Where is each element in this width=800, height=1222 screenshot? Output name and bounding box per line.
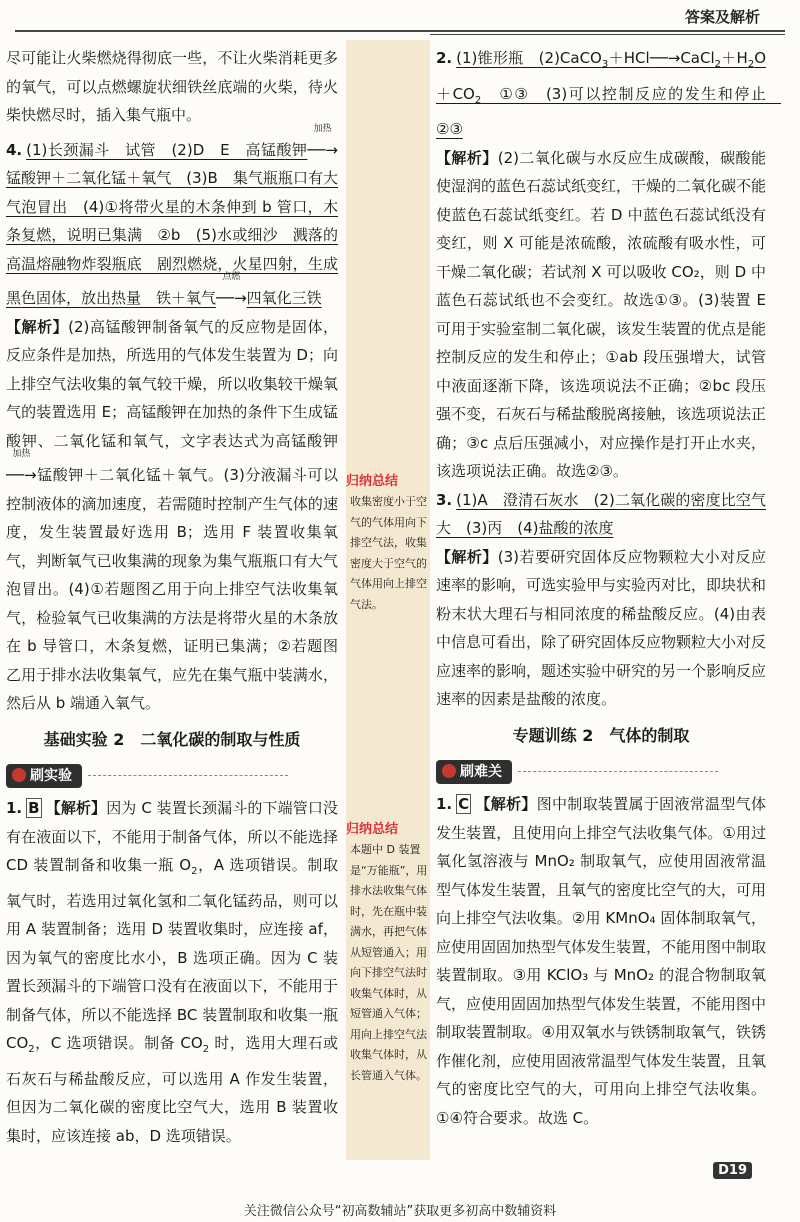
header-title: 答案及解析 [684, 8, 760, 26]
answer-letter: B [28, 799, 40, 817]
subscript: 2 [28, 1044, 35, 1055]
question-4 [6, 123, 338, 313]
reaction-condition: 加热 [12, 449, 31, 459]
reaction-arrow: 点燃 ──→ [216, 272, 247, 307]
section-title: 专题训练 2 气体的制取 [512, 725, 690, 745]
analysis-text: ，C 选项错误。制备 CO [34, 1034, 203, 1052]
practice-badge [6, 764, 82, 788]
question-number: 3. [436, 490, 453, 509]
question-number: 2. [436, 49, 453, 67]
summary-note-head: 归纳总结 [346, 474, 399, 489]
answer-part: 锰酸钾＋二氧化锰＋氧气 (3)B 集气瓶瓶口有大气泡冒出 (4)①将带火星的木条伸到 b 管口，木条复燃，说明已集满 ②b (5)水或细沙 溅落的高温熔融物炸裂瓶底 剧烈燃烧，火星四射，生成黑色固体，放出热量 铁＋氧气 [6, 169, 338, 307]
answer-part: O＋CO [436, 49, 766, 103]
analysis-text: (2)二氧化碳与水反应生成碳酸，碳酸能使湿润的蓝色石蕊试纸变红，干燥的二氧化碳不能使蓝色石蕊试纸变红。若 D 中蓝色石蕊试纸没有变红，则 X 可能是浓硫酸，浓硫酸有吸水性，可干燥二氧化碳；若试剂 X 可以吸收 CO₂，则 D 中蓝色石蕊试纸也不会变红。故选①③。(3)装置 E 可用于实验室制二氧化碳，该发生装置的优点是能控制反应的发生和停止；①ab 段压强增大，试管中液面逐渐下降，该选项说法不正确；②bc 段压强不变，石灰石与稀盐酸脱离接触，该选项说法正确；③c 点后压强减小，对应操作是打开止水夹，该选项说法正确。故选②③。 [436, 148, 767, 480]
section-title: 基础实验 2 二氧化碳的制取与性质 [43, 729, 301, 749]
header-rule [15, 30, 785, 32]
question-number: 1. [436, 795, 453, 813]
badge-label: 刷实验 [30, 768, 72, 784]
summary-note-body: 本题中 D 装置是“万能瓶”，用排水法收集气体时，先在瓶中装满水，再把气体从短管通入；用向下排空气法时收集气体时，从短管通入气体；用向上排空气法收集气体时，从长管通入气体。 [350, 843, 428, 1082]
analysis-text: 因为 C 装置长颈漏斗的下端管口没有在液面以下，不能用于制备气体，所以不能选择 CD 装置制备和收集一瓶 O [6, 799, 338, 874]
answer-text: (1)A 澄清石灰水 (2)二氧化碳的密度比空气大 (3)丙 (4)盐酸的浓度 [436, 490, 766, 537]
analysis-3 [436, 543, 766, 714]
subscript: 2 [474, 94, 482, 106]
subscript: 2 [191, 866, 198, 877]
question-number: 1. [6, 799, 23, 817]
question-1 [6, 794, 338, 1150]
badge-row [6, 760, 338, 794]
summary-note-body: 收集密度小于空气的气体用向下排空气法，收集密度大于空气的气体用向上排空气法。 [350, 495, 427, 611]
analysis-tag: 【解析】 [475, 795, 537, 813]
reaction-condition: 加热 [313, 123, 332, 134]
answer-part: CaCl [680, 49, 715, 67]
analysis-text: 时，选用大理石或石灰石与稀盐酸反应，可以选用 A 作发生装置，但因为二氧化碳的密度比空气大，选用 B 装置收集时，应该连接 ab，D 选项错误。 [6, 1034, 338, 1145]
answer-text [6, 123, 338, 308]
answer-part: (1)长颈漏斗 试管 (2)D E 高锰酸钾 [26, 140, 308, 159]
answer-part: 四氧化三铁 [246, 289, 322, 307]
analysis-text: (3)若要研究固体反应物颗粒大小对反应速率的影响，可选实验甲与实验丙对比，即块状和粉末状大理石与相同浓度的稀盐酸反应。(4)由表中信息可看出，除了研究固体反应物颗粒大小对反应速率的影响，题述实验中研究的另一个影响反应速率的因素是盐酸的浓度。 [436, 547, 767, 708]
answer-part: ①③ (3)可以控制反应的发生和停止 ②③ [436, 84, 782, 138]
badge-icon [442, 764, 456, 778]
intro-paragraph: 尽可能让火柴燃烧得彻底一些，不让火柴消耗更多的氧气，可以点燃螺旋状细铁丝底端的火柴，待火柴快燃尽时，插入集气瓶中。 [6, 49, 338, 124]
question-3 [436, 486, 766, 543]
question-number: 4. [6, 140, 23, 159]
answer-letter: C [458, 795, 470, 813]
challenge-badge [436, 760, 512, 784]
footer-note: 关注微信公众号“初高数辅站”获取更多初高中数辅资料 [243, 1204, 557, 1219]
header-rule-thin [430, 34, 785, 35]
analysis-tag: 【解析】 [436, 148, 498, 167]
badge-row [436, 756, 766, 790]
badge-icon [12, 768, 26, 782]
answer-part: ＋HCl [608, 49, 650, 67]
reaction-arrow: 加热 ──→ [6, 449, 37, 484]
summary-note-head: 归纳总结 [346, 822, 399, 837]
subscript: 2 [202, 1044, 210, 1055]
subscript: 2 [747, 59, 755, 70]
analysis-4 [6, 313, 338, 718]
analysis-text: ，A 选项错误。制取氧气时，若选用过氧化氢和二氧化锰药品，则可以用 A 装置制备；选用 D 装置收集时，应连接 af，因为氧气的密度比水小，B 选项正确。因为 C 装置长颈漏斗的下端管口没有在液面以下，不能用于制备气体，所以不能选择 BC 装置制取和收集一瓶 CO [6, 856, 338, 1052]
reaction-arrow: ──→ [649, 49, 681, 67]
question-2 [436, 44, 782, 144]
analysis-text: 图中制取装置属于固液常温型气体发生装置，且使用向上排空气法收集气体。①用过氧化氢溶液与 MnO₂ 制取氧气，应使用固液常温型气体发生装置，且氧气的密度比空气的大，可用向上排空气法收集。②用 KMnO₄ 固体制取氧气，应使用固固加热型气体发生装置，不能用图中制取装置制取。③用 KClO₃ 与 MnO₂ 的混合物制取氧气，应使用固固加热型气体发生装置，不能用图中制取装置制取。④用双氧水与铁锈制取氧气，铁锈作催化剂，应使用固液常温型气体发生装置，且氧气的密度比空气的大，可用向上排空气法收集。①④符合要求。故选 C。 [436, 795, 767, 1127]
subscript: 2 [714, 59, 722, 70]
analysis-text: (2)高锰酸钾制备氧气的反应物是固体，反应条件是加热，所选用的气体发生装置为 D；向上排空气法收集的氧气较干燥，所以收集较干燥氧气的装置选用 E；高锰酸钾在加热的条件下生成锰酸钾、二氧化锰和氧气，文字表达式为高锰酸钾 [6, 317, 338, 450]
analysis-tag: 【解析】 [45, 799, 107, 817]
page-number: D19 [713, 1162, 752, 1179]
right-column [436, 44, 782, 1132]
answer-part: (1)锥形瓶 (2)CaCO [456, 49, 602, 67]
badge-divider [518, 771, 718, 772]
left-column [6, 44, 338, 1150]
analysis-2 [436, 144, 766, 486]
reaction-arrow: 加热 ──→ [307, 123, 338, 159]
badge-label: 刷难关 [460, 764, 502, 780]
answer-part: ＋H [721, 49, 748, 67]
analysis-text: 锰酸钾＋二氧化锰＋氧气。(3)分液漏斗可以控制液体的滴加速度，若需随时控制产生气体的速度，发生装置最好选用 B；选用 F 装置收集氧气，判断氧气已收集满的现象为集气瓶瓶口有大气泡冒出。(4)①若题图乙用于向上排空气法收集氧气，检验氧气已收集满的方法是将带火星的木条放在 b 导管口，木条复燃，证明已集满；②若题图乙用于排水法收集氧气，应先在集气瓶中装满水，然后从 b 端通入氧气。 [6, 466, 338, 712]
analysis-tag: 【解析】 [6, 317, 69, 336]
subscript: 3 [601, 59, 609, 70]
reaction-condition: 点燃 [222, 272, 241, 282]
answer-text [436, 49, 781, 138]
question-1 [436, 790, 766, 1132]
badge-divider [88, 775, 288, 776]
analysis-tag: 【解析】 [436, 547, 498, 566]
